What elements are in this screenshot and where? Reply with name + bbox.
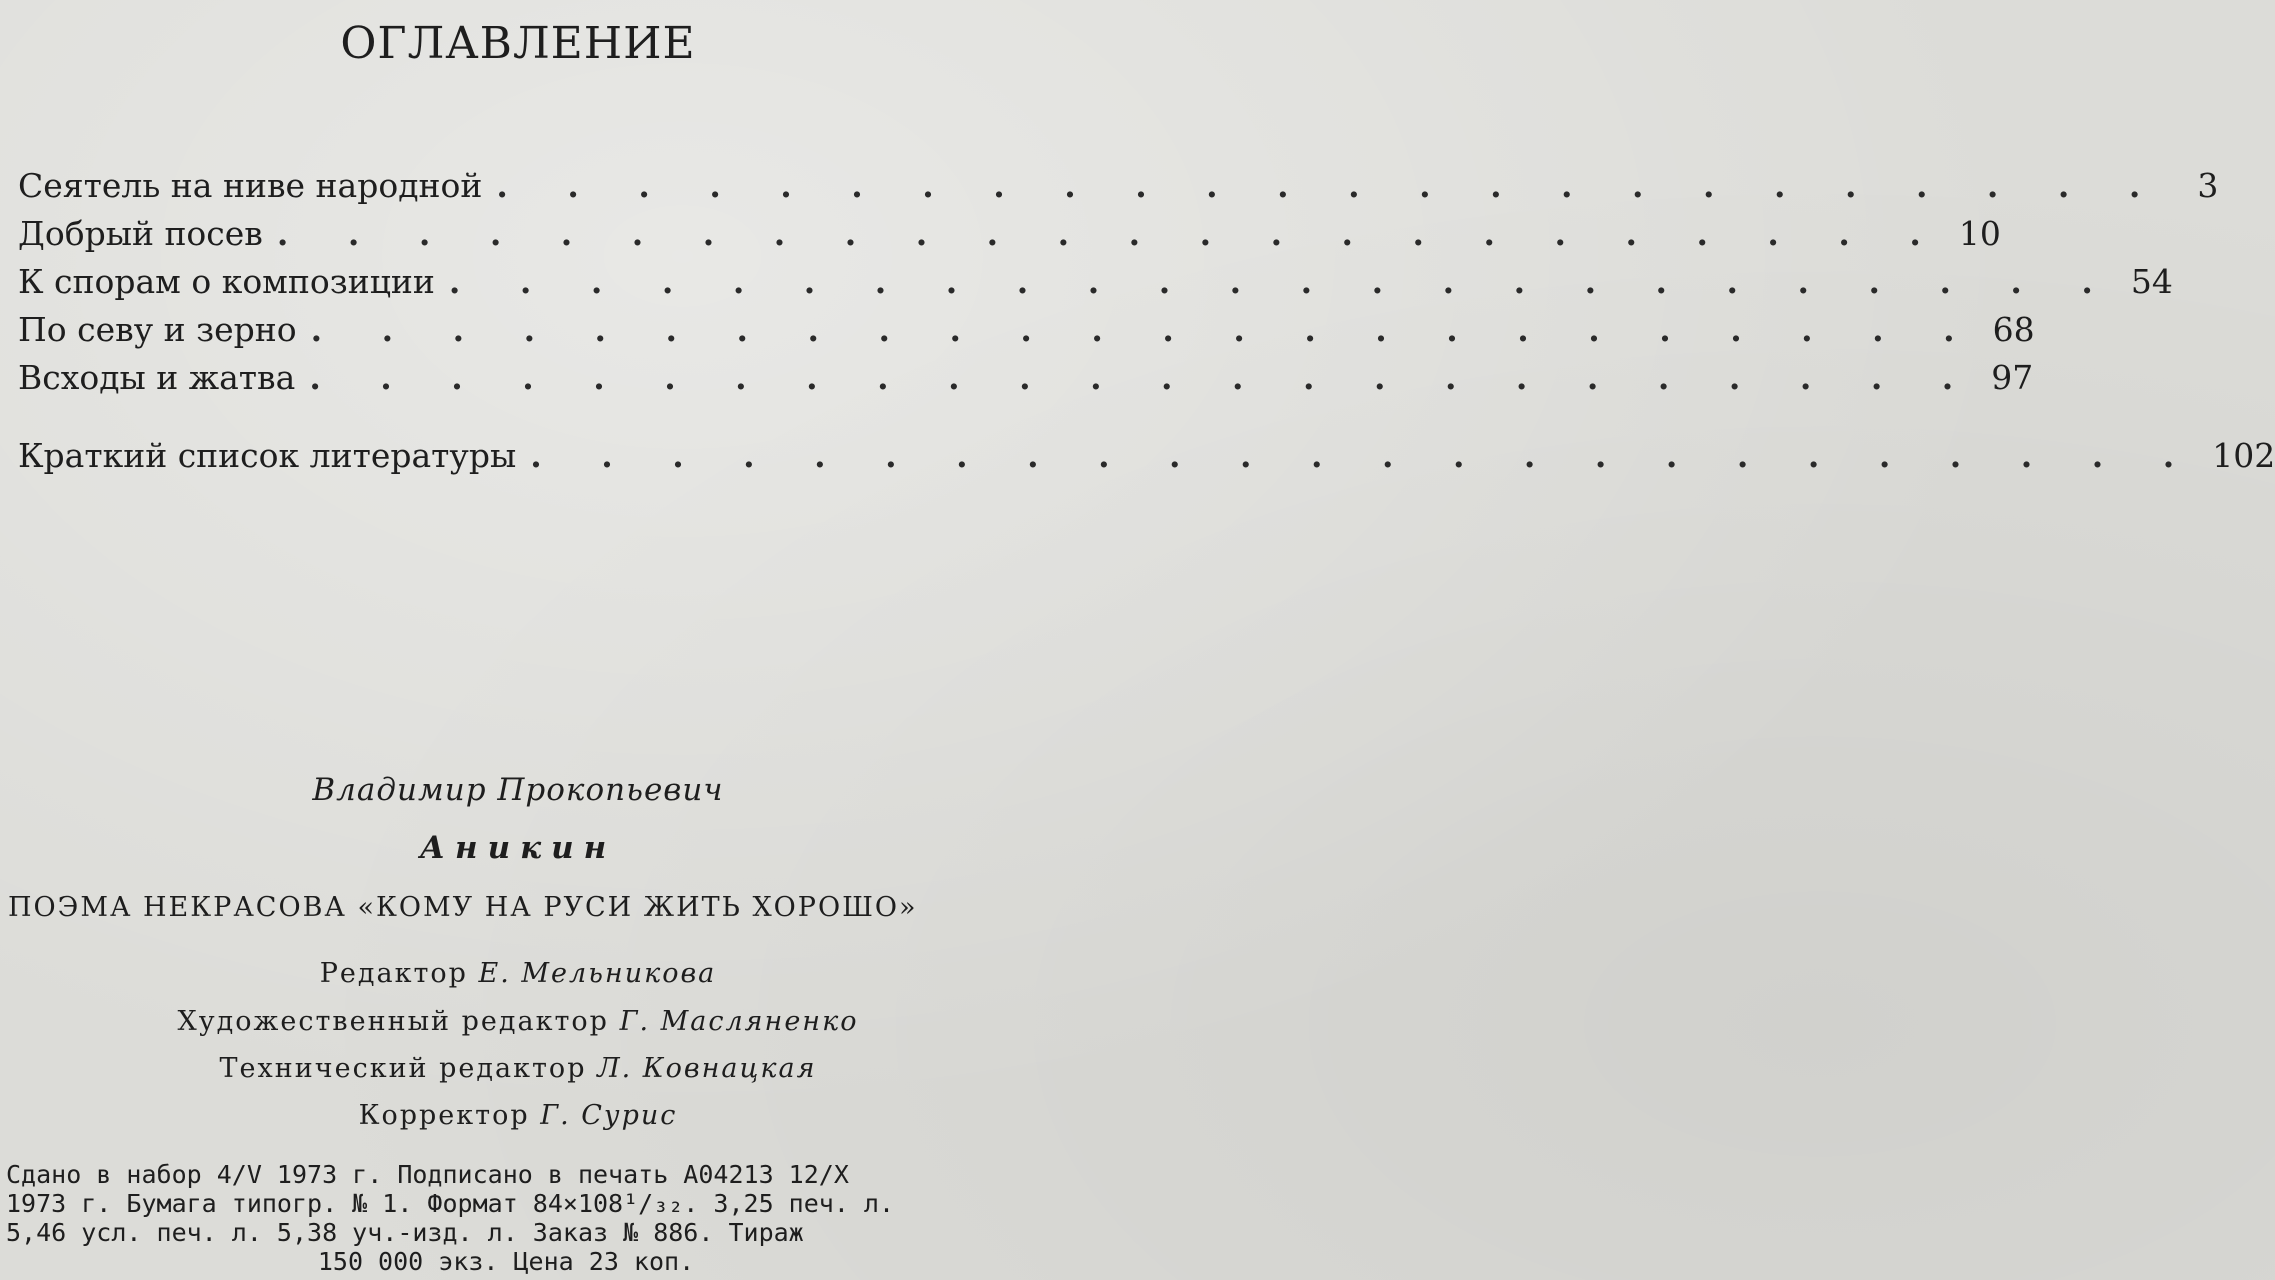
credit-role: Редактор: [319, 958, 468, 989]
credit-role: Художественный редактор: [177, 1006, 609, 1037]
contents-entry-page: 102: [2212, 436, 2275, 475]
credit-person: Л. Ковнацкая: [597, 1053, 817, 1084]
book-title: ПОЭМА НЕКРАСОВА «КОМУ НА РУСИ ЖИТЬ ХОРОШО»: [8, 892, 918, 923]
contents-heading: ОГЛАВЛЕНИЕ: [340, 18, 696, 69]
contents-entry-page: 54: [2130, 262, 2173, 301]
contents-entry-title: Сеятель на ниве народной: [18, 166, 483, 205]
credit-proofreader: [0, 1100, 1036, 1131]
credit-person: Е. Мельникова: [478, 958, 717, 989]
contents-entry-page: 97: [1991, 358, 2034, 397]
dot-leader: . . . . . . . . . . . . . . . . . . . . . . . .: [530, 436, 2199, 475]
contents-entry: [18, 310, 2035, 358]
contents-entry: [18, 436, 2275, 484]
contents-entry-page: 68: [1992, 310, 2035, 349]
publication-info-line: 150 000 экз. Цена 23 коп.: [317, 1247, 695, 1276]
dot-leader: . . . . . . . . . . . . . . . . . . . . . . . .: [276, 214, 1945, 253]
contents-entry-title: Всходы и жатва: [18, 358, 296, 397]
dot-leader: . . . . . . . . . . . . . . . . . . . . . . . .: [448, 262, 2117, 301]
publication-info-line: 5,46 усл. печ. л. 5,38 уч.-изд. л. Заказ № 886. Тираж: [6, 1218, 804, 1247]
credit-technical-editor: [0, 1053, 1036, 1084]
contents-entry: [18, 358, 2034, 406]
credit-role: Технический редактор: [219, 1053, 587, 1084]
dot-leader: . . . . . . . . . . . . . . . . . . . . . . . .: [310, 310, 1979, 349]
credit-art-editor: [0, 1006, 1036, 1037]
credit-role: Корректор: [358, 1100, 530, 1131]
contents-entry: [18, 214, 2001, 262]
credit-person: Г. Сурис: [540, 1100, 678, 1131]
contents-entry: [18, 262, 2173, 310]
author-first-names: Владимир Прокопьевич: [312, 772, 724, 808]
contents-list: [18, 166, 2275, 484]
author-surname: Аникин: [419, 830, 617, 866]
publication-info-line: 1973 г. Бумага типогр. № 1. Формат 84×108¹/₃₂. 3,25 печ. л.: [6, 1189, 895, 1218]
contents-entry-title: По севу и зерно: [18, 310, 297, 349]
contents-entry-page: 3: [2197, 166, 2219, 205]
credit-editor: [0, 958, 1036, 989]
credit-person: Г. Масляненко: [619, 1006, 859, 1037]
contents-entry-title: Краткий список литературы: [18, 436, 517, 475]
dot-leader: . . . . . . . . . . . . . . . . . . . . . . . .: [496, 166, 2165, 205]
publication-info: [6, 1160, 1006, 1276]
contents-entry: [18, 166, 2219, 214]
publication-info-line: Сдано в набор 4/V 1973 г. Подписано в печать А04213 12/X: [6, 1160, 849, 1189]
contents-entry-title: К спорам о композиции: [18, 262, 435, 301]
dot-leader: . . . . . . . . . . . . . . . . . . . . . . . .: [309, 358, 1978, 397]
contents-entry-title: Добрый посев: [18, 214, 263, 253]
contents-entry-page: 10: [1958, 214, 2001, 253]
